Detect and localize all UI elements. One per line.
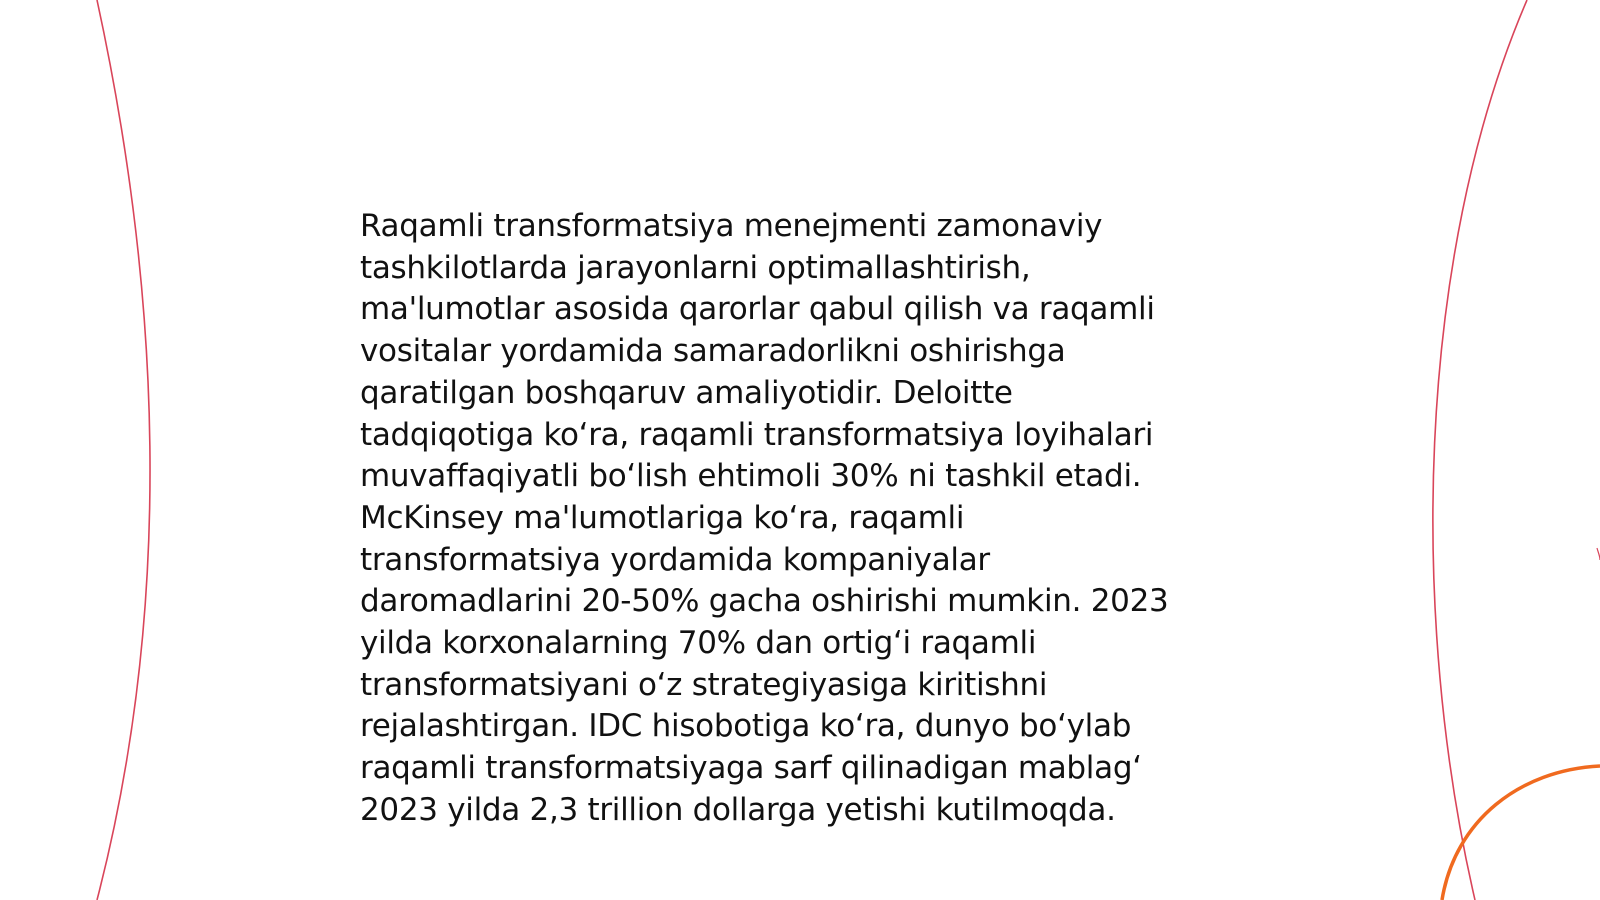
text-line: vositalar yordamida samaradorlikni oshirishga xyxy=(360,333,1066,370)
text-line: yilda korxonalarning 70% dan ortigʻi raqamli xyxy=(360,625,1037,662)
text-line: tadqiqotiga koʻra, raqamli transformatsiya loyihalari xyxy=(360,416,1154,453)
right-curve-line xyxy=(1433,0,1527,900)
text-line: Raqamli transformatsiya menejmenti zamonaviy xyxy=(360,208,1103,244)
text-line: transformatsiyani oʻz strategiyasiga kiritishni xyxy=(360,666,1048,703)
text-line: tashkilotlarda jarayonlarni optimallashtirish, xyxy=(360,249,1031,286)
text-line: McKinsey ma'lumotlariga koʻra, raqamli xyxy=(360,499,965,536)
text-line: qaratilgan boshqaruv amaliyotidir. Deloitte xyxy=(360,374,1013,411)
text-line: rejalashtirgan. IDC hisobotiga koʻra, dunyo boʻylab xyxy=(360,708,1132,745)
text-line: muvaffaqiyatli boʻlish ehtimoli 30% ni tashkil etadi. xyxy=(360,458,1142,495)
text-line: 2023 yilda 2,3 trillion dollarga yetishi kutilmoqda. xyxy=(360,791,1116,828)
text-line: raqamli transformatsiyaga sarf qilinadigan mablagʻ xyxy=(360,750,1142,787)
body-paragraph xyxy=(360,206,1220,832)
text-line: transformatsiya yordamida kompaniyalar xyxy=(360,541,990,578)
left-curve-line xyxy=(97,0,150,900)
orange-accent-arc xyxy=(1442,766,1600,900)
text-line: daromadlarini 20-50% gacha oshirishi mumkin. 2023 xyxy=(360,583,1169,620)
text-line: ma'lumotlar asosida qarorlar qabul qilish va raqamli xyxy=(360,291,1155,328)
